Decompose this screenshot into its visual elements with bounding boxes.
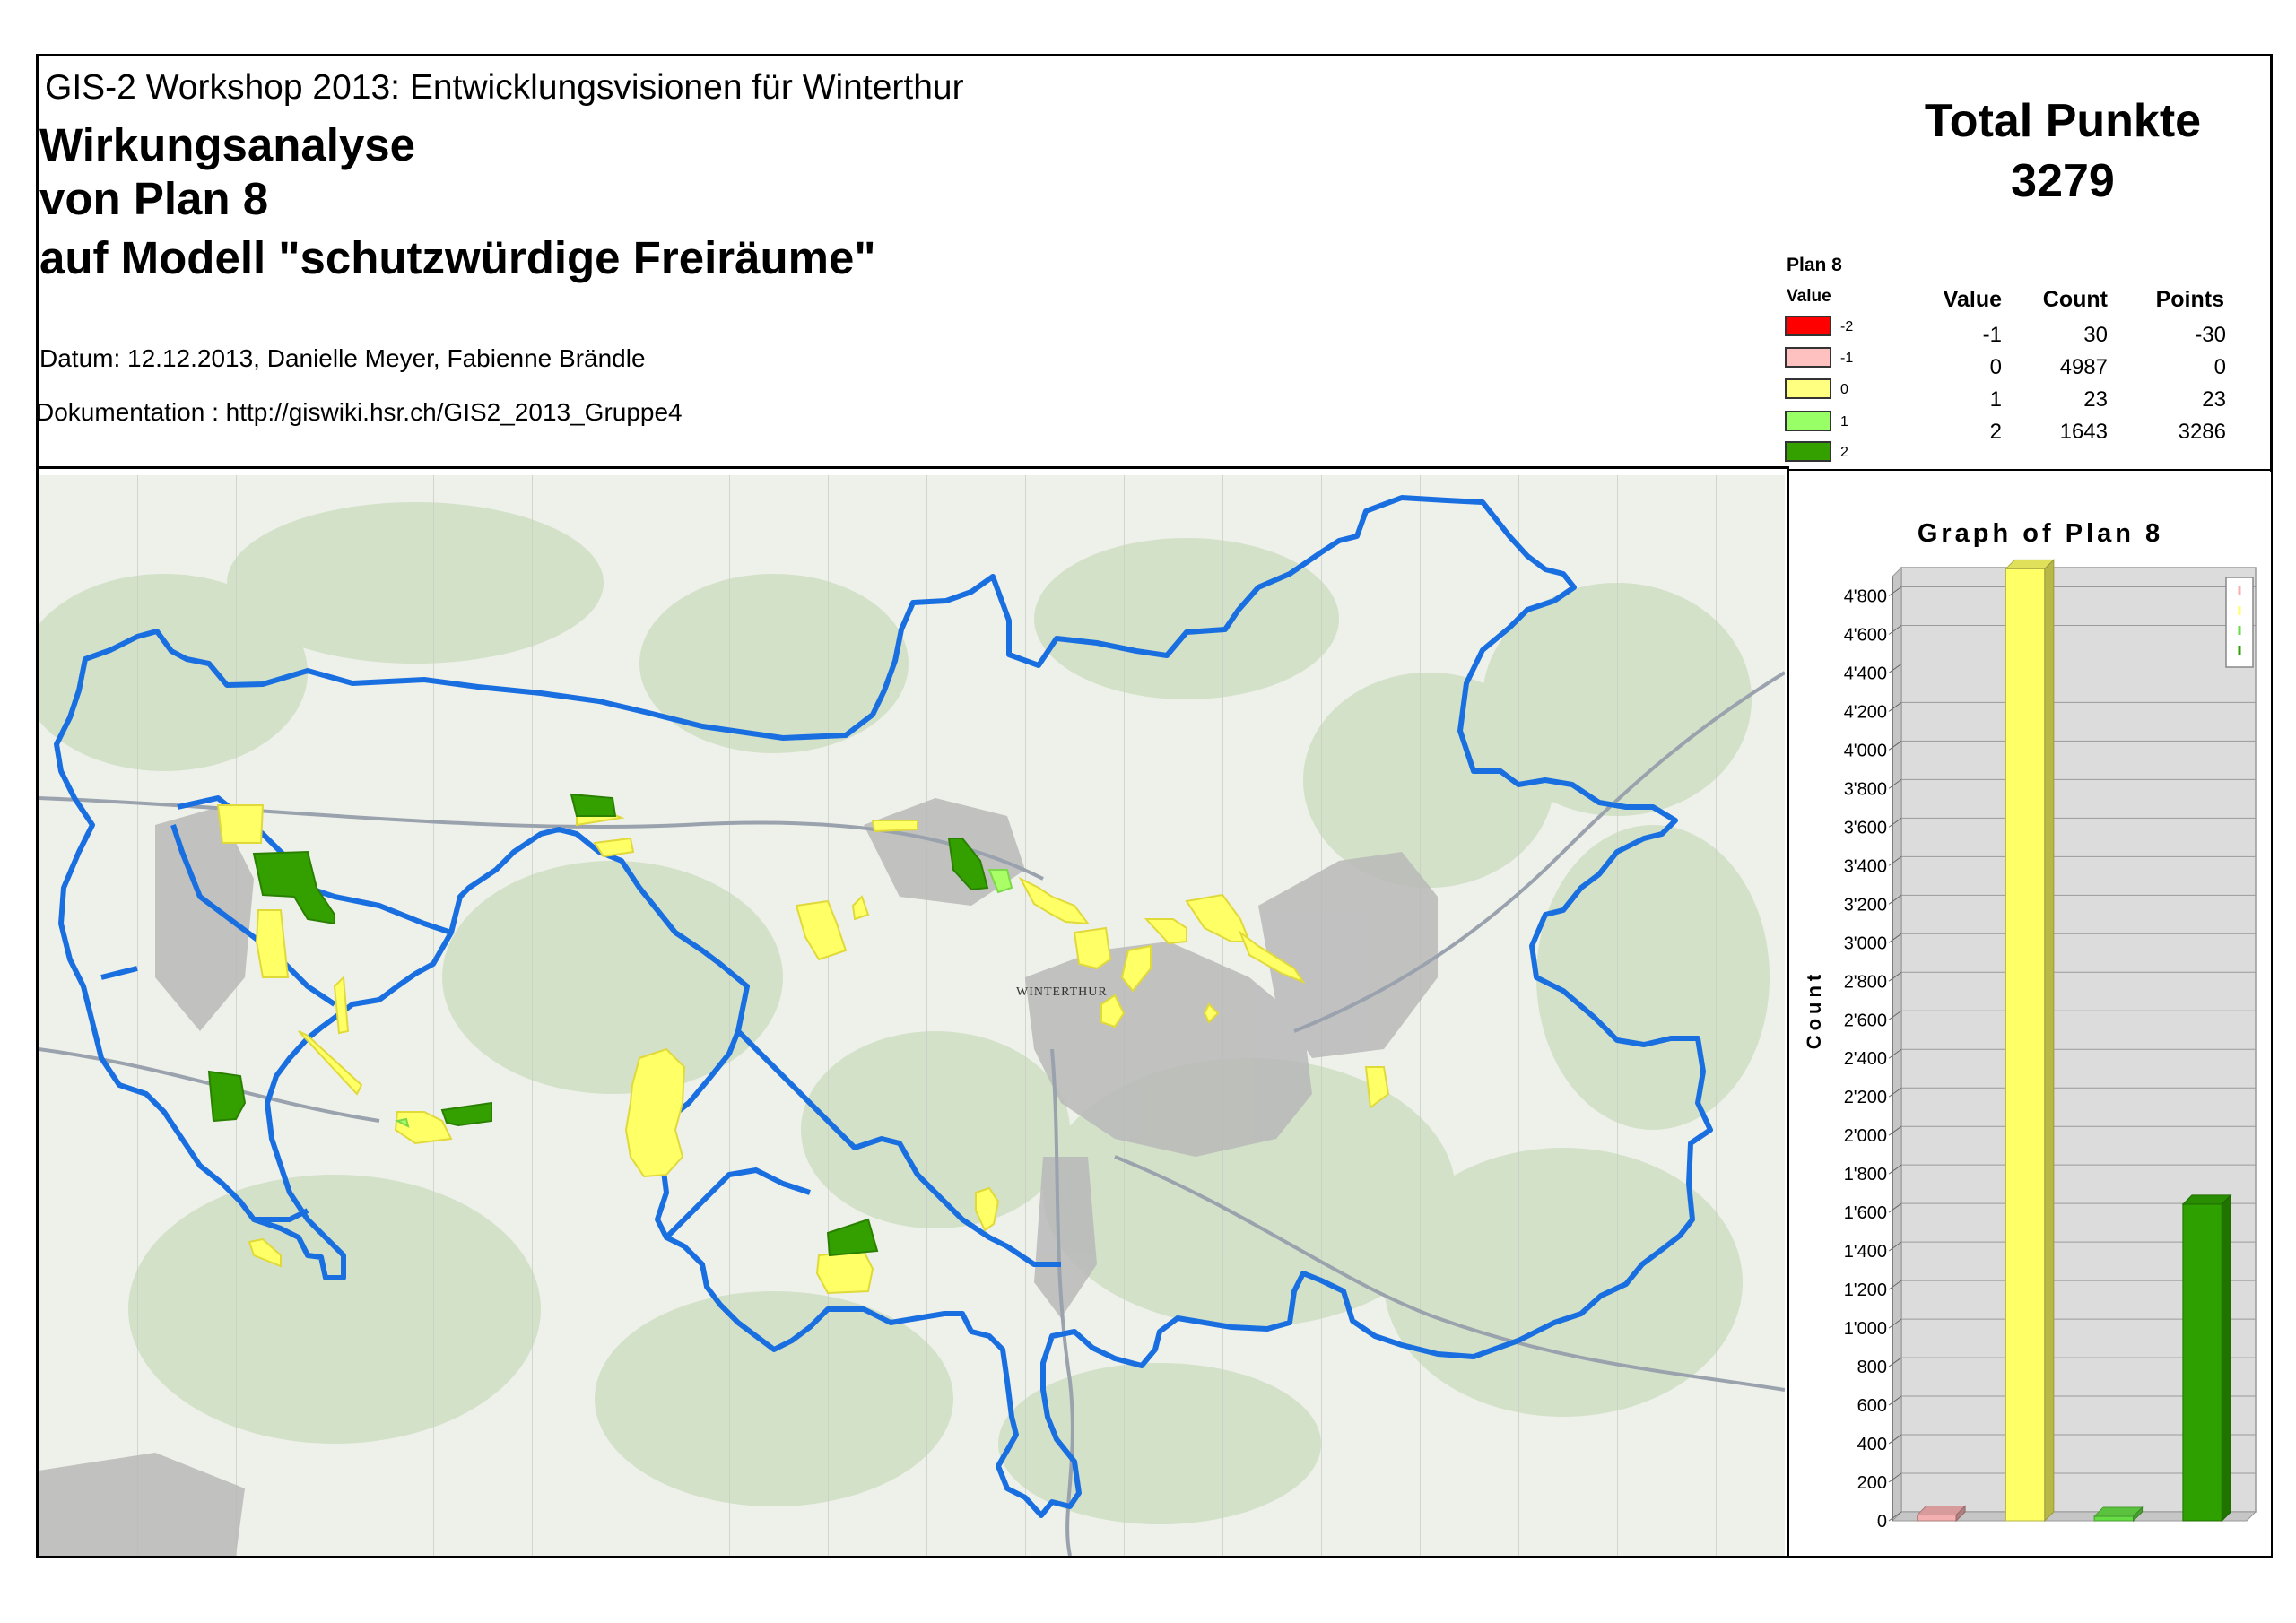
- y-tick-label: 0: [1876, 1512, 1887, 1532]
- map-place-label: WINTERTHUR: [1016, 985, 1108, 999]
- bar-side-2: [2222, 1195, 2231, 1521]
- chart-title: Graph of Plan 8: [1917, 519, 2164, 548]
- bar--1: [1918, 1515, 1956, 1521]
- main-title-line-1: Wirkungsanalyse: [39, 119, 416, 170]
- legend-label: -1: [1840, 351, 1854, 366]
- y-tick-label: 1'000: [1843, 1319, 1887, 1340]
- table-cell: 23: [2202, 387, 2226, 412]
- table-cell: 2: [1989, 420, 2002, 444]
- total-points-label: Total Punkte: [1924, 95, 2202, 147]
- table-cell: -1: [1982, 323, 2002, 347]
- bar-1: [2094, 1516, 2133, 1521]
- legend-label: 2: [1840, 445, 1848, 460]
- y-tick-label: 4'000: [1843, 741, 1887, 761]
- legend-swatch: [1785, 441, 1831, 462]
- table-cell: 4987: [2059, 355, 2108, 379]
- y-tick-label: 3'200: [1843, 895, 1887, 916]
- table-cell: 1: [1989, 387, 2002, 412]
- legend-title: Plan 8: [1787, 255, 1842, 275]
- plot-side-wall: [1892, 568, 1901, 1521]
- y-tick-label: 4'600: [1843, 625, 1887, 646]
- legend-swatch: [1785, 378, 1831, 399]
- y-tick-label: 2'200: [1843, 1088, 1887, 1108]
- y-tick-label: 3'600: [1843, 818, 1887, 838]
- chart-top-divider: [1787, 469, 2273, 471]
- y-tick-label: 3'800: [1843, 779, 1887, 800]
- table-cell: 1643: [2059, 420, 2108, 444]
- chart-legend: [2226, 577, 2253, 667]
- table-header-count: Count: [2042, 287, 2108, 312]
- y-tick-label: 4'200: [1843, 702, 1887, 723]
- bar-2: [2183, 1204, 2222, 1521]
- map-canvas[interactable]: [39, 475, 1785, 1556]
- table-cell: 0: [1989, 355, 2002, 379]
- documentation-link[interactable]: Dokumentation : http://giswiki.hsr.ch/GIS2_2013_Gruppe4: [36, 398, 683, 426]
- main-title-line-3: auf Modell "schutzwürdige Freiräume": [39, 232, 876, 283]
- legend-swatch: [1785, 411, 1831, 431]
- table-cell: 23: [2083, 387, 2108, 412]
- y-tick-label: 2'800: [1843, 972, 1887, 993]
- y-tick-label: 1'200: [1843, 1280, 1887, 1301]
- legend-subtitle: Value: [1787, 287, 1831, 306]
- y-tick-label: 200: [1857, 1473, 1887, 1494]
- table-cell: 30: [2083, 323, 2108, 347]
- chart-ylabel: Count: [1803, 969, 1825, 1050]
- total-points-value: 3279: [2011, 155, 2115, 207]
- y-tick-label: 800: [1857, 1358, 1887, 1378]
- y-tick-label: 4'400: [1843, 664, 1887, 684]
- chart: [1789, 472, 2271, 1556]
- legend-label: 0: [1840, 382, 1848, 397]
- legend-swatch: [1785, 347, 1831, 368]
- y-tick-label: 2'400: [1843, 1049, 1887, 1070]
- map-gridlines: [39, 475, 1785, 1556]
- y-tick-label: 1'800: [1843, 1165, 1887, 1185]
- table-cell: 3286: [2178, 420, 2226, 444]
- header-divider: [36, 466, 1789, 469]
- legend-label: -2: [1840, 319, 1854, 334]
- main-title-line-2: von Plan 8: [39, 173, 269, 224]
- table-header-points: Points: [2155, 287, 2224, 312]
- bar-side-0: [2045, 560, 2054, 1521]
- y-tick-label: 400: [1857, 1435, 1887, 1455]
- y-tick-label: 2'000: [1843, 1126, 1887, 1147]
- y-tick-label: 4'800: [1843, 586, 1887, 607]
- bar-0: [2005, 568, 2044, 1521]
- y-tick-label: 2'600: [1843, 1011, 1887, 1031]
- date-authors: Datum: 12.12.2013, Danielle Meyer, Fabienne Brändle: [39, 344, 646, 372]
- table-cell: 0: [2213, 355, 2226, 379]
- y-tick-label: 1'600: [1843, 1203, 1887, 1224]
- y-tick-label: 3'400: [1843, 856, 1887, 877]
- legend-label: 1: [1840, 414, 1848, 430]
- workshop-title: GIS-2 Workshop 2013: Entwicklungsvisionen für Winterthur: [45, 68, 964, 107]
- table-cell: -30: [2195, 323, 2226, 347]
- y-tick-label: 3'000: [1843, 933, 1887, 954]
- table-header-value: Value: [1943, 287, 2002, 312]
- legend-swatch: [1785, 316, 1831, 336]
- y-tick-label: 600: [1857, 1396, 1887, 1417]
- y-tick-label: 1'400: [1843, 1242, 1887, 1263]
